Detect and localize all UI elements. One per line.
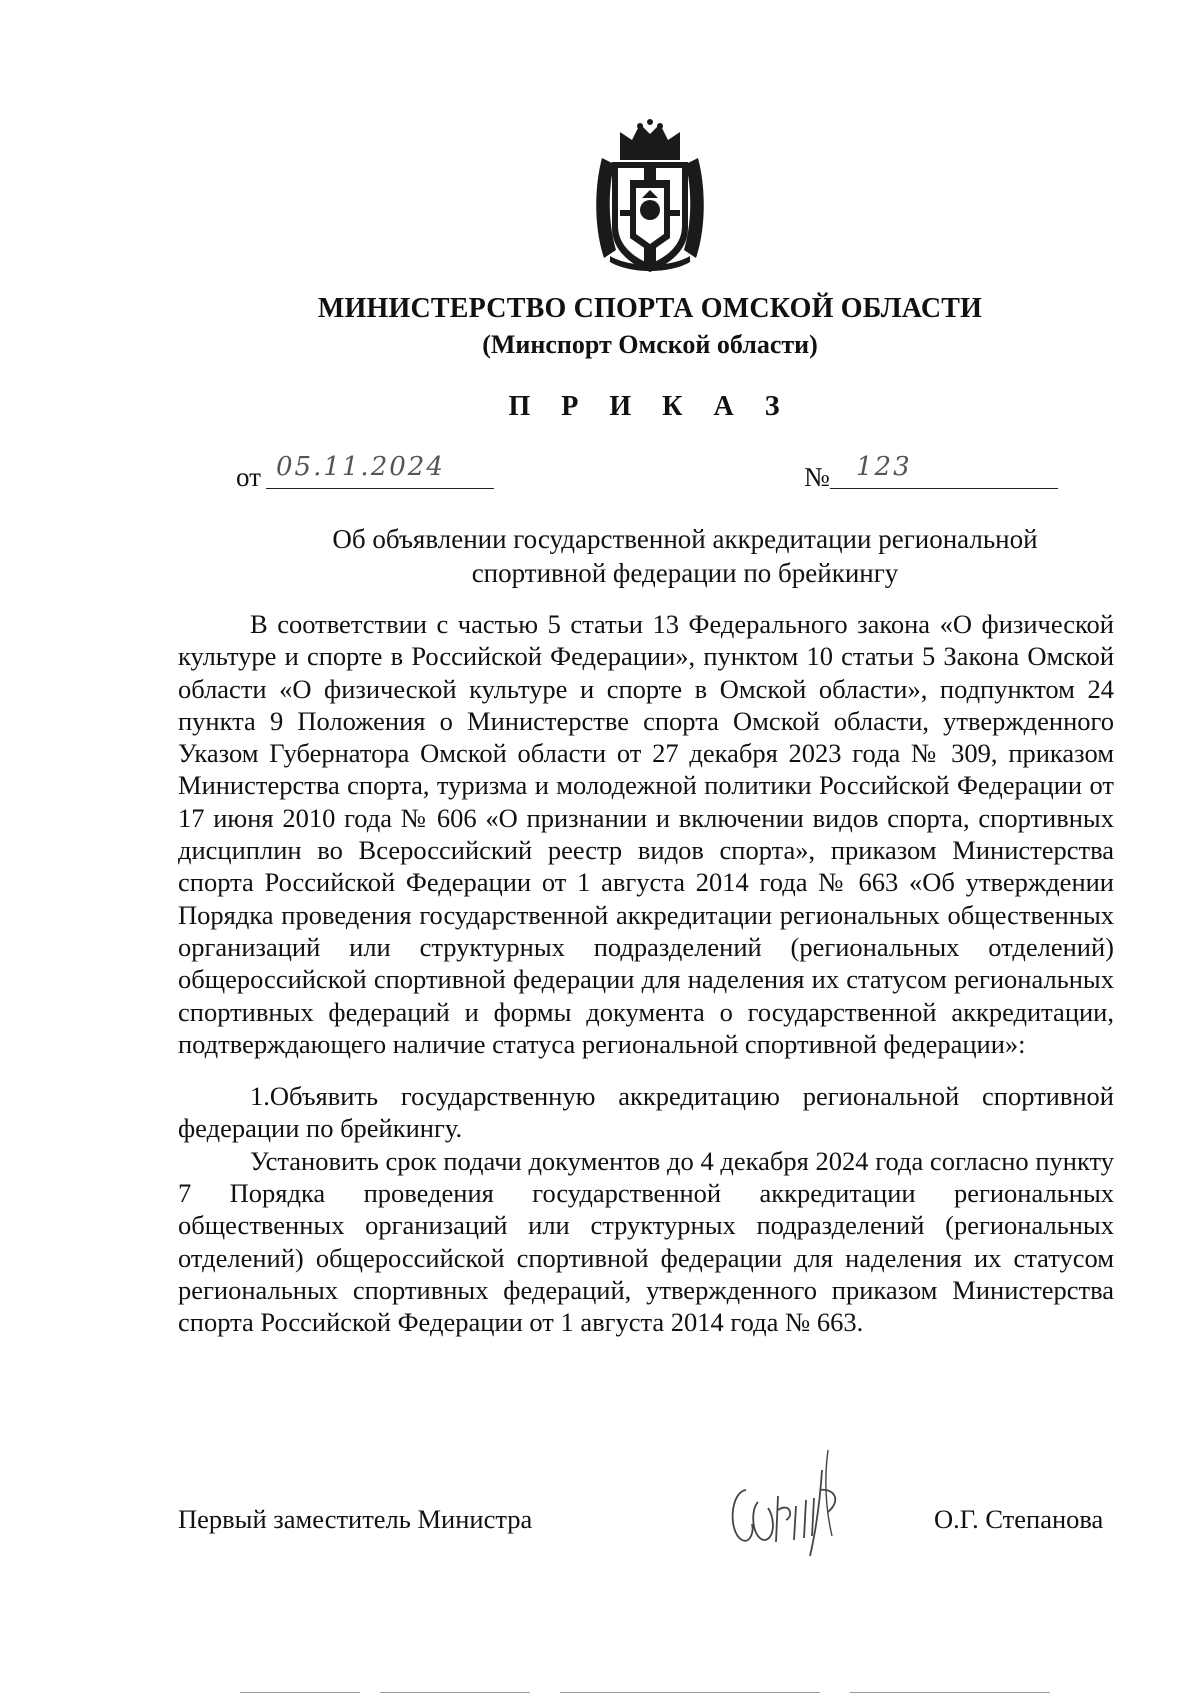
document-body xyxy=(178,608,1114,1339)
organization-title: МИНИСТЕРСТВО СПОРТА ОМСКОЙ ОБЛАСТИ xyxy=(317,293,983,324)
scan-edge-line xyxy=(560,1692,820,1693)
date-underline xyxy=(266,488,494,489)
signatory-name: О.Г. Степанова xyxy=(934,1504,1104,1534)
order-item-2: Установить срок подачи документов до 4 декабря 2024 года согласно пункту 7 Порядка проведения государственной аккредитации региональных общественных организаций или структурных подразделений (региональных отделений) общероссийской спортивной федерации для наделения их статусом региональных спортивных федераций, утвержденного приказом Министерства спорта Российской Федерации от 1 августа 2014 года № 663. xyxy=(178,1145,1114,1338)
scan-edge-line xyxy=(380,1692,530,1693)
date-value: 05.11.2024 xyxy=(276,452,445,482)
number-label: № xyxy=(804,462,830,492)
handwritten-signature-icon xyxy=(724,1440,854,1560)
document-type: П Р И К А З xyxy=(508,391,792,422)
number-underline xyxy=(830,488,1058,489)
subject-line: спортивной федерации по брейкингу xyxy=(471,558,899,588)
date-label: от xyxy=(236,462,261,492)
preamble-paragraph: В соответствии с частью 5 статьи 13 Федерального закона «О физической культуре и спорте в Российской Федерации», пунктом 10 статьи 5 Закона Омской области «О физической культуре и спорте в Омской области», подпунктом 24 пункта 9 Положения о Министерстве спорта Омской области, утвержденного Указом Губернатора Омской области от 27 декабря 2023 года № 309, приказом Министерства спорта, туризма и молодежной политики Российской Федерации от 17 июня 2010 года № 606 «О признании и включении видов спорта, спортивных дисциплин во Всероссийский реестр видов спорта», приказом Министерства спорта Российской Федерации от 1 августа 2014 года № 663 «Об утверждении Порядка проведения государственной аккредитации региональных общественных организаций или структурных подразделений (региональных отделений) общероссийской спортивной федерации для наделения их статусом региональных спортивных федераций и формы документа о государственной аккредитации, подтверждающего наличие статуса региональной спортивной федерации»: xyxy=(178,609,1114,1059)
document-subject xyxy=(300,522,1070,590)
number-value: 123 xyxy=(856,452,912,482)
subject-line: Об объявлении государственной аккредитации региональной xyxy=(332,524,1038,554)
omsk-region-coat-of-arms-icon xyxy=(590,118,710,276)
signatory-position: Первый заместитель Министра xyxy=(178,1504,533,1534)
scan-edge-line xyxy=(850,1692,1050,1693)
order-item-1: 1.Объявить государственную аккредитацию региональной спортивной федерации по брейкингу. xyxy=(178,1081,1114,1144)
scan-edge-line xyxy=(240,1692,360,1693)
organization-short-name: (Минспорт Омской области) xyxy=(482,330,818,359)
